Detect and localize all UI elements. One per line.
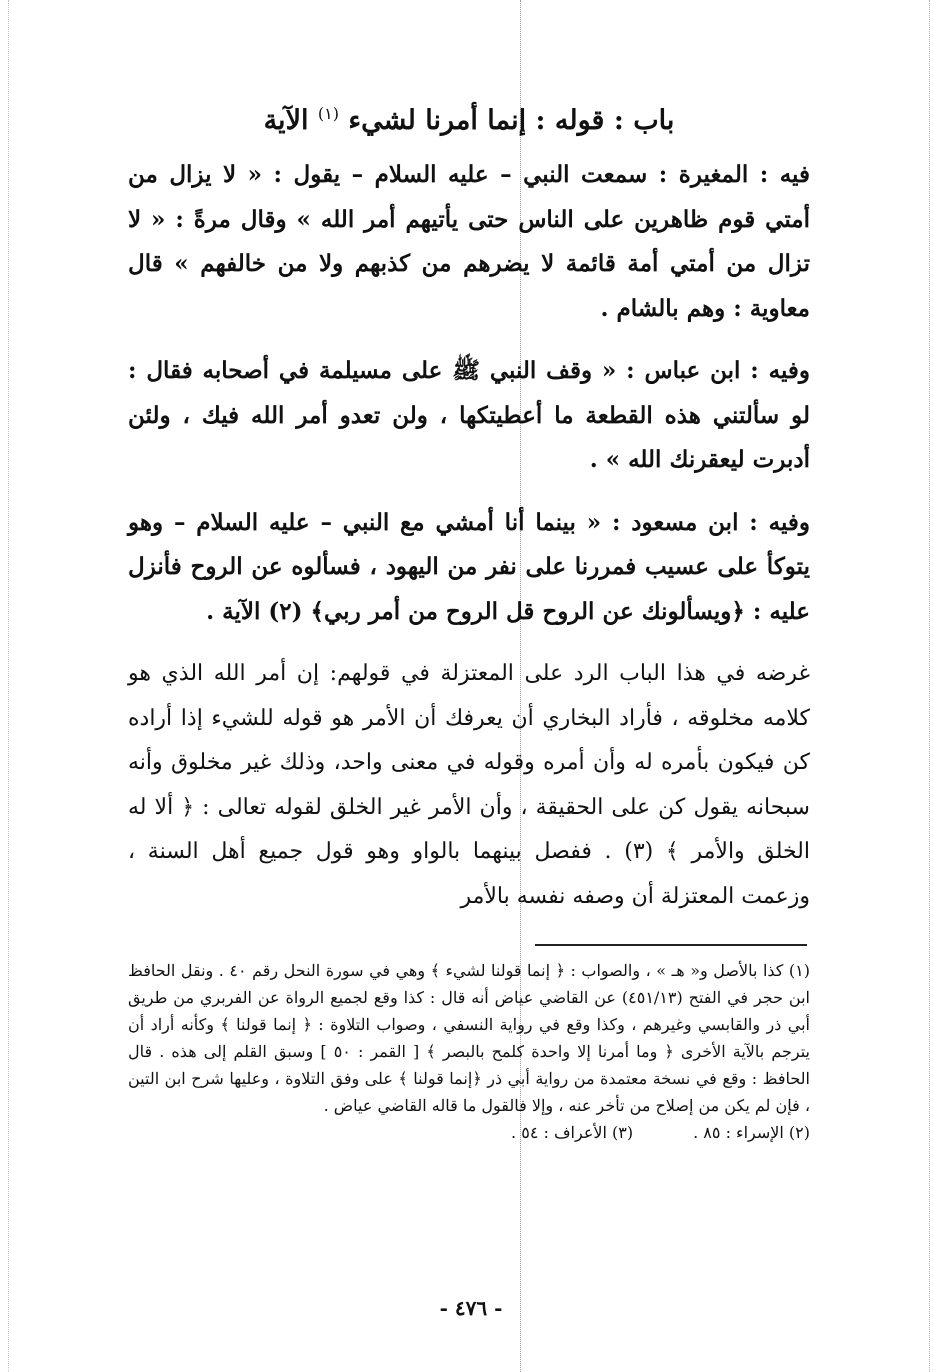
footnote-row: [128, 1119, 810, 1146]
paragraph-mughira: فيه : المغيرة : سمعت النبي – عليه السلام – يقول : « لا يزال من أمتي قوم ظاهرين على الناس حتى يأتيهم أمر الله » وقال مرةً : « لا تزال من أمتي أمة قائمة لا يضرهم من كذبهم ولا من خالفهم » قال معاوية : وهم بالشام .: [128, 161, 810, 322]
paragraph-ibn-masud: وفيه : ابن مسعود : « بينما أنا أمشي مع النبي – عليه السلام – وهو يتوكأ على عسيب فمررنا على نفر من اليهود ، فسألوه عن الروح فأنزل عليه : ﴿ويسألونك عن الروح قل الروح من أمر ربي﴾ (٢) الآية .: [128, 508, 810, 625]
footnote-3: (٣) الأعراف : ٥٤ .: [511, 1123, 634, 1142]
scan-edge-line: [929, 0, 930, 1372]
chapter-title: [128, 92, 810, 143]
paragraph-ibn-abbas: وفيه : ابن عباس : « وقف النبي ﷺ على مسيلمة في أصحابه فقال : لو سألتني هذه القطعة ما أعطيتكها ، ولن تعدو أمر الله فيك ، ولئن أدبرت ليعقرنك الله » .: [128, 357, 810, 473]
chapter-title-note-ref: (١): [317, 104, 339, 123]
footnotes: [128, 957, 810, 1146]
scan-edge-line-left: [8, 0, 9, 1372]
paragraph-commentary: غرضه في هذا الباب الرد على المعتزلة في قولهم: إن أمر الله الذي هو كلامه مخلوقه ، فأراد البخاري أن يعرفك أن الأمر هو قوله للشيء إذا أراده كن فيكون بأمره له وأن أمره وقوله في معنى واحد، وذلك غير مخلوق وأنه سبحانه يقول كن على الحقيقة ، وأن الأمر غير الخلق لقوله تعالى : ﴿ ألا له الخلق والأمر ﴾ (٣) . ففصل بينهما بالواو وهو قول جميع أهل السنة ، وزعمت المعتزلة أن وصفه نفسه بالأمر: [128, 661, 810, 909]
chapter-title-suffix: الآية: [263, 105, 309, 136]
main-text: [128, 92, 810, 937]
footnote-separator: [535, 944, 807, 946]
page-number: - ٤٧٦ -: [439, 1296, 503, 1320]
footnote-1: (١) كذا بالأصل و« هـ » ، والصواب : ﴿ إنما قولنا لشيء ﴾ وهي في سورة النحل رقم ٤٠ . ونقل الحافظ ابن حجر في الفتح (٤٥١/١٣) عن القاضي عياض أنه قال : كذا وقع لجميع الرواة عن الفربري من طريق أبي ذر والقابسي وغيرهم ، وكذا وقع في رواية النسفي ، وصواب التلاوة : ﴿ إنما قولنا ﴾ وكأنه أراد أن يترجم بالآية الأخرى ﴿ وما أمرنا إلا واحدة كلمح بالبصر ﴾ [ القمر : ٥٠ ] وسبق القلم إلى هذه . قال الحافظ : وقع في نسخة معتمدة من رواية أبي ذر ﴿إنما قولنا ﴾ على وفق التلاوة ، وعليها شرح ابن التين ، فإن لم يكن من إصلاح من تأخر عنه ، وإلا فالقول ما قاله القاضي عياض .: [128, 961, 811, 1115]
footnote-2: (٢) الإسراء : ٨٥ .: [693, 1123, 810, 1142]
chapter-title-text: باب : قوله : إنما أمرنا لشيء: [348, 105, 675, 136]
